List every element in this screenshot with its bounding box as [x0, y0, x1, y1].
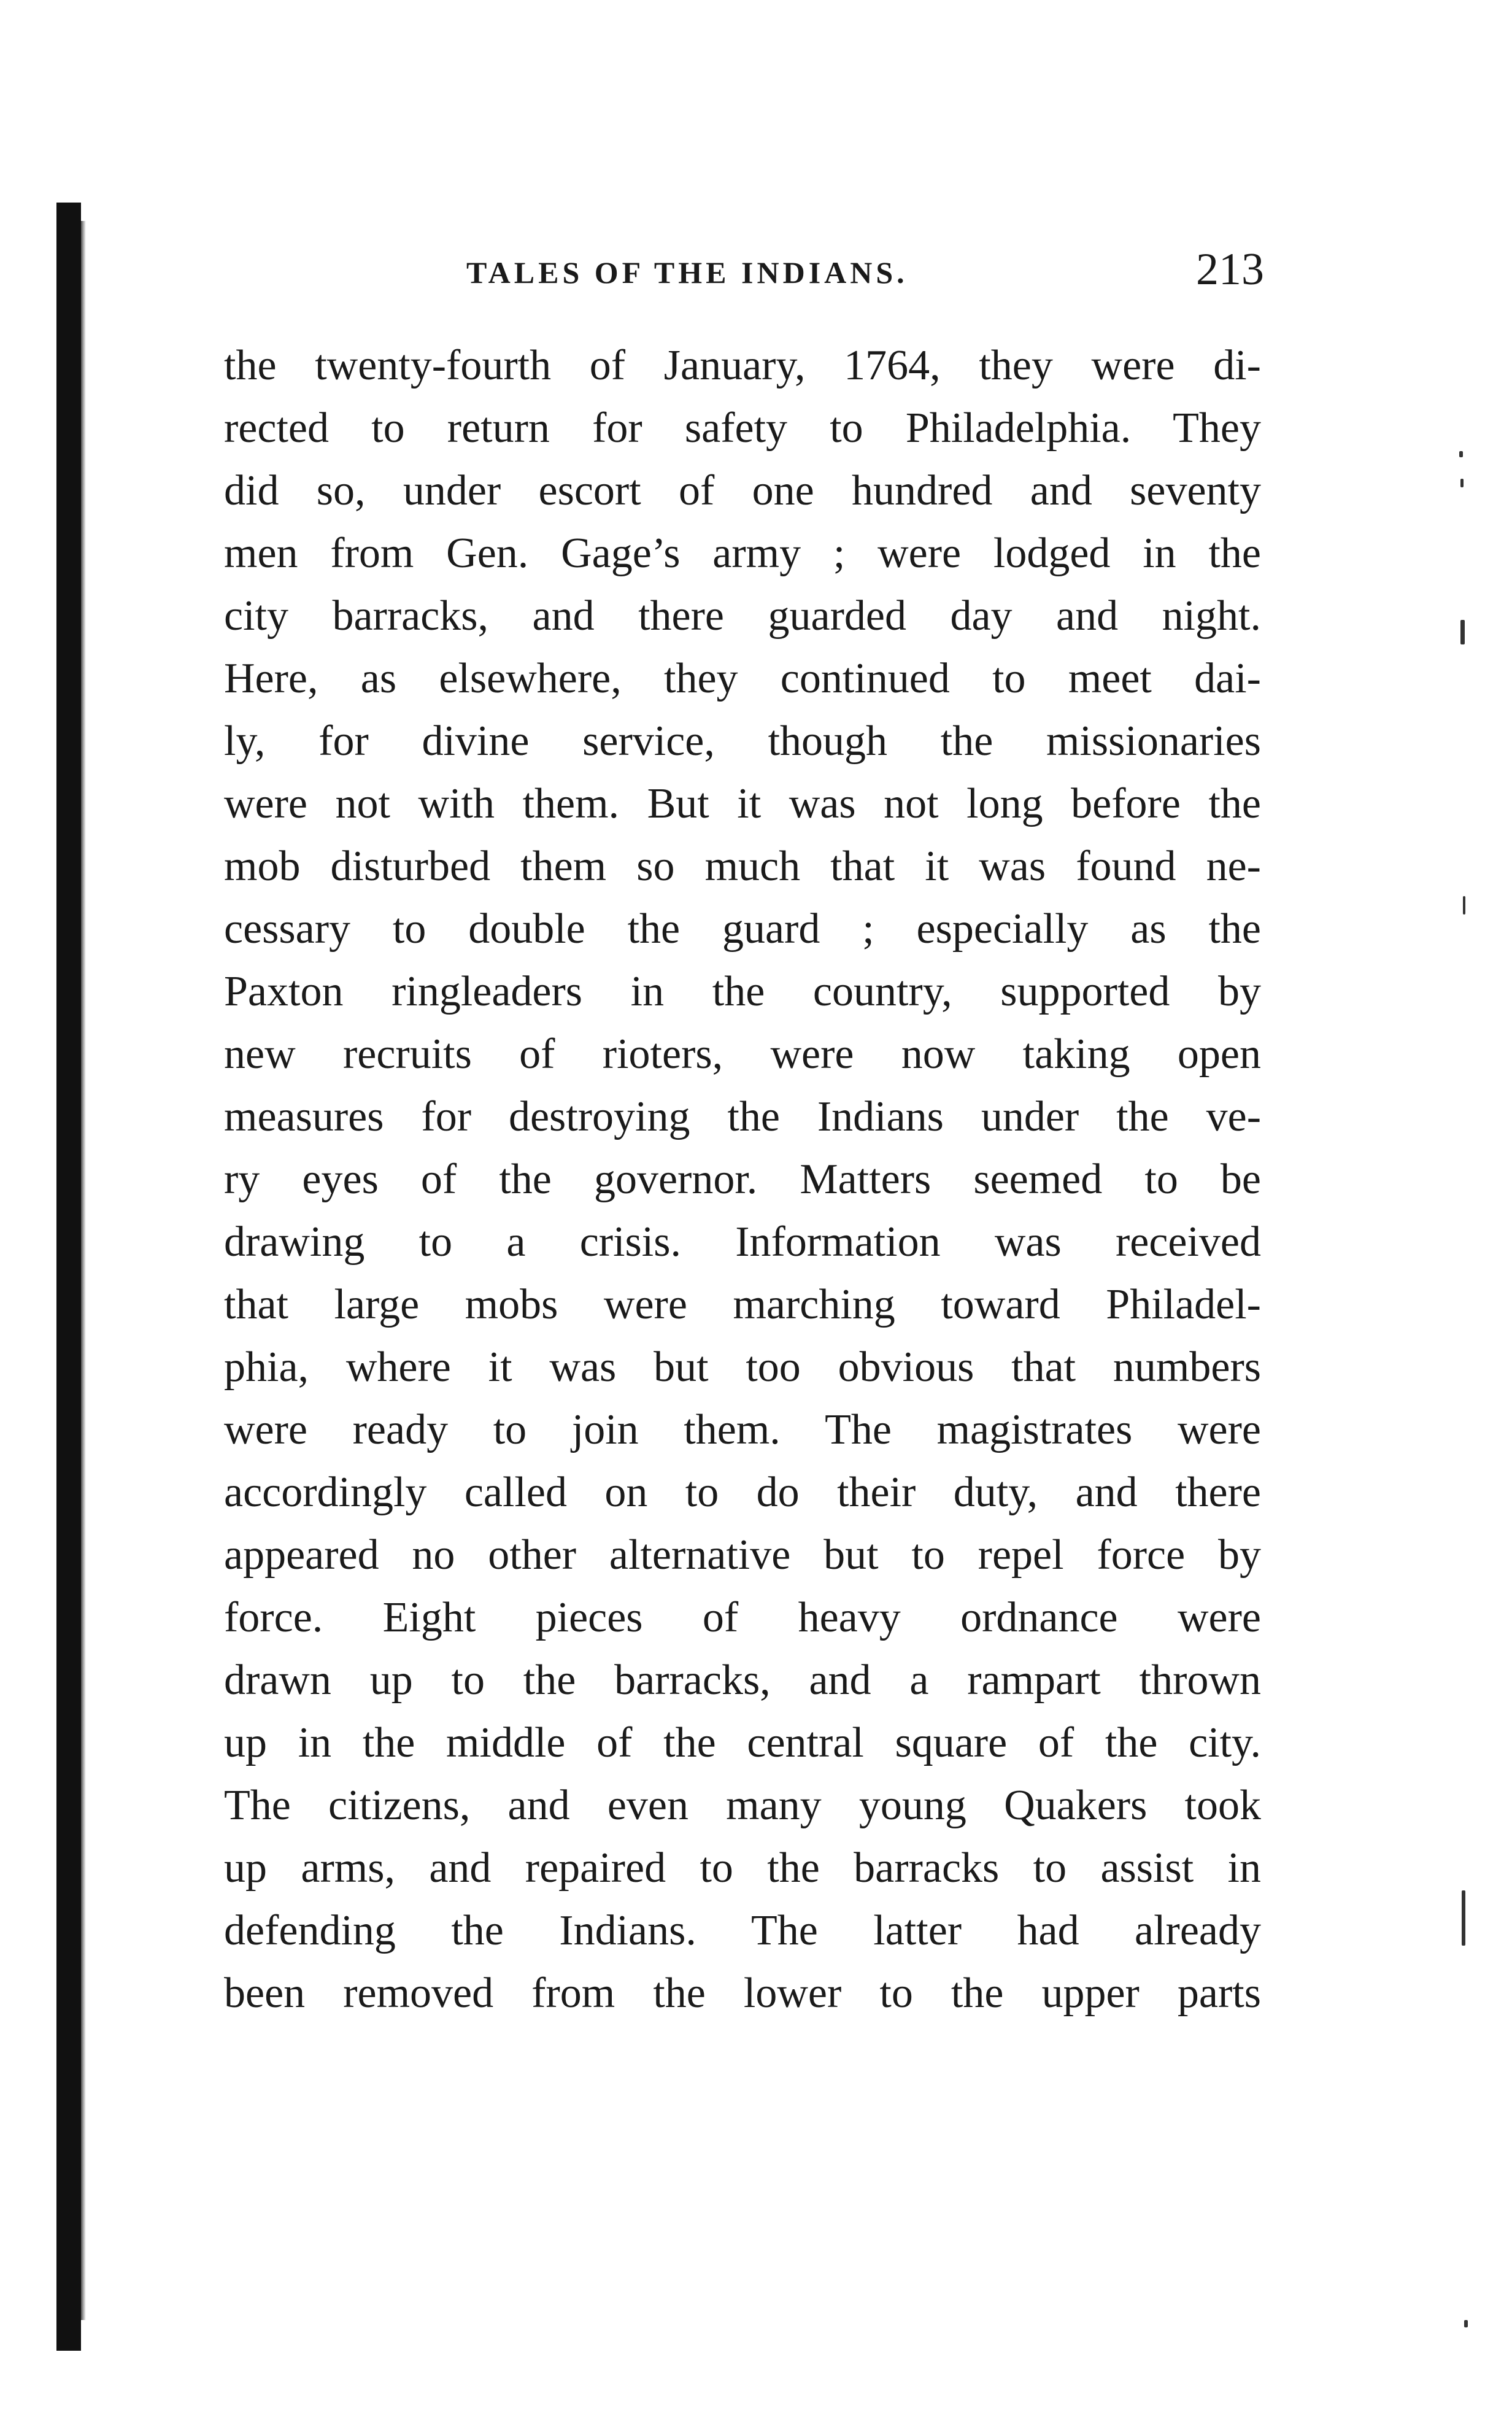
scan-speckle — [1460, 479, 1464, 487]
scan-speckle — [1462, 1890, 1465, 1946]
text-line: drawing to a crisis. Information was received — [224, 1218, 1261, 1266]
text-line: were not with them. But it was not long before the — [224, 780, 1261, 827]
text-line: did so, under escort of one hundred and seventy — [224, 467, 1261, 514]
text-line: measures for destroying the Indians under the ve- — [224, 1093, 1261, 1140]
text-line: up arms, and repaired to the barracks to assist in — [224, 1844, 1261, 1892]
text-line: accordingly called on to do their duty, and there — [224, 1469, 1261, 1516]
scan-speckle — [1459, 451, 1463, 457]
text-line: mob disturbed them so much that it was found ne- — [224, 843, 1261, 890]
text-line: drawn up to the barracks, and a rampart thrown — [224, 1657, 1261, 1704]
text-line: were ready to join them. The magistrates were — [224, 1406, 1261, 1453]
running-head: TALES OF THE INDIANS. — [466, 255, 908, 290]
text-line: defending the Indians. The latter had already — [224, 1907, 1261, 1954]
scan-speckle — [1464, 2320, 1468, 2327]
text-line: men from Gen. Gage’s army ; were lodged in the — [224, 530, 1261, 577]
text-line: Here, as elsewhere, they continued to meet dai- — [224, 655, 1261, 702]
text-line: appeared no other alternative but to repel force by — [224, 1531, 1261, 1579]
text-line: ry eyes of the governor. Matters seemed to be — [224, 1156, 1261, 1203]
page-header — [221, 236, 1264, 304]
text-line: cessary to double the guard ; especially as the — [224, 905, 1261, 953]
body-text — [224, 335, 1261, 2025]
text-line: force. Eight pieces of heavy ordnance were — [224, 1594, 1261, 1641]
text-line: up in the middle of the central square of the city. — [224, 1719, 1261, 1766]
text-line: new recruits of rioters, were now taking open — [224, 1031, 1261, 1078]
text-line: that large mobs were marching toward Philadel- — [224, 1281, 1261, 1328]
page-number: 213 — [1196, 244, 1264, 295]
text-line: Paxton ringleaders in the country, supported by — [224, 968, 1261, 1015]
text-line: rected to return for safety to Philadelphia. They — [224, 404, 1261, 452]
scan-speckle — [1460, 620, 1465, 644]
text-line: been removed from the lower to the upper parts — [224, 1970, 1261, 2017]
text-line: The citizens, and even many young Quakers took — [224, 1782, 1261, 1829]
text-line: the twenty-fourth of January, 1764, they were di- — [224, 342, 1261, 389]
scan-speckle — [1463, 896, 1465, 915]
binding-edge-shadow — [56, 203, 81, 2351]
text-line: ly, for divine service, though the missionaries — [224, 717, 1261, 765]
text-line: city barracks, and there guarded day and night. — [224, 592, 1261, 640]
binding-edge-gradient — [81, 221, 86, 2320]
text-line: phia, where it was but too obvious that numbers — [224, 1344, 1261, 1391]
